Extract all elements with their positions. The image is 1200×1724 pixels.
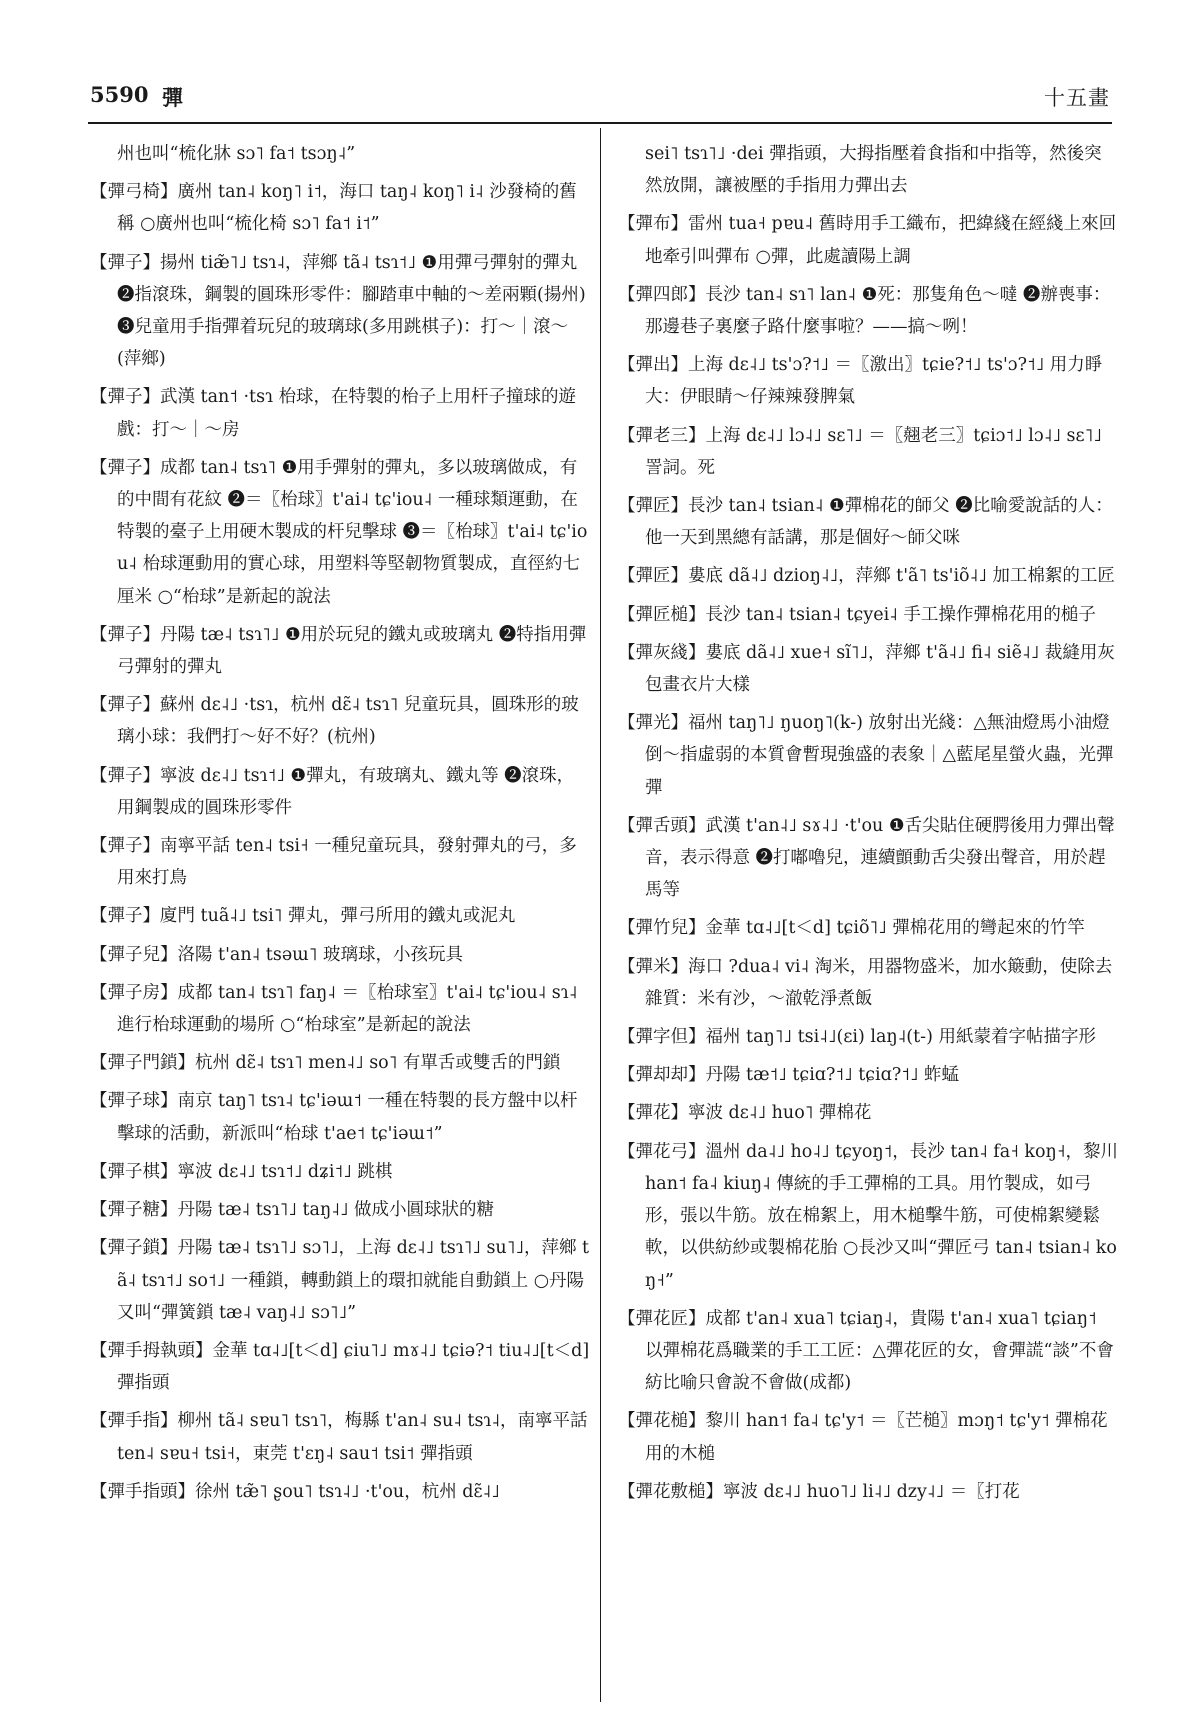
dictionary-entry: 【彈匠】長沙 tan˨ tsian˨ ❶彈棉花的師父 ❷比喻愛說話的人：他一天到黑總有話講，那是個好～師父咪: [618, 496, 1113, 549]
dictionary-entry: 【彈老三】上海 dɛ˨˩ lɔ˨˩ sɛ˥˩ ＝〖翹老三〗tɕiɔ˦˩ lɔ˨˩ sɛ˥˩ 詈詞。死: [618, 425, 1102, 478]
dictionary-entry: 【彈字但】福州 taŋ˥˩ tsi˨˩(ɛi) laŋ˨(t-) 用紙蒙着字帖描字形: [618, 1027, 1096, 1048]
dictionary-entry: 【彈舌頭】武漢 t'an˨˩ sɤ˨˩ ·t'ou ❶舌尖貼住硬腭後用力彈出聲音，表示得意 ❷打嘟嚕兒，連續顫動舌尖發出聲音，用於趕馬等: [618, 815, 1115, 901]
dictionary-entry: 【彈子鎖】丹陽 tæ˨ tsɿ˥˩ sɔ˥˩，上海 dɛ˨˩ tsɿ˥˩ su˥˩，萍鄉 tã˨ tsɿ˦˩ so˦˩ 一種鎖，轉動鎖上的環扣就能自動鎖上 ○丹陽又叫“彈簧鎖 tæ˨ vaŋ˨˩ sɔ˥˩”: [90, 1238, 590, 1323]
dictionary-entry: 【彈子棋】寧波 dɛ˨˩ tsɿ˦˩ dʑi˦˩ 跳棋: [90, 1161, 393, 1182]
dictionary-entry: 【彈花敷槌】寧波 dɛ˨˩ huo˥˩ li˨˩ dzy˨˩ ＝〖打花: [618, 1481, 1020, 1502]
left-column: [90, 138, 590, 1514]
dictionary-entry: 【彈匠】婁底 dã˨˩ dzioŋ˨˩，萍鄉 t'ã˥ ts'iõ˨˩ 加工棉絮的工匠: [618, 566, 1115, 587]
dictionary-entry: 【彈子】丹陽 tæ˨ tsɿ˥˩ ❶用於玩兒的鐵丸或玻璃丸 ❷特指用彈弓彈射的彈丸: [90, 624, 587, 678]
dictionary-entry: 【彈米】海口 ?dua˨ vi˨ 淘米，用器物盛米，加水簸動，使除去雜質：米有沙，～澈乾淨煮飯: [618, 956, 1113, 1009]
stroke-section: 十五畫: [1044, 86, 1110, 110]
dictionary-entry: 【彈匠槌】長沙 tan˨ tsian˨ tɕyei˨ 手工操作彈棉花用的槌子: [618, 604, 1096, 625]
dictionary-entry: 【彈却却】丹陽 tæ˦˩ tɕiɑ?˦˩ tɕiɑ?˦˩ 蚱蜢: [618, 1065, 960, 1086]
dictionary-entry: 【彈子】廈門 tuã˨˩ tsi˥ 彈丸，彈弓所用的鐵丸或泥丸: [90, 906, 516, 927]
dictionary-entry: 【彈子房】成都 tan˨ tsɿ˥ faŋ˨ ＝〖枱球室〗t'ai˨ tɕ'iou˨ sɿ˨ 進行枱球運動的場所 ○“枱球室”是新起的說法: [90, 982, 578, 1036]
dictionary-entry: 【彈花弓】溫州 da˨˩ ho˨˩ tɕyoŋ˦，長沙 tan˨ fa˧ koŋ˧，黎川 han˦ fa˨ kiuŋ˨ 傳統的手工彈棉的工具。用竹製成，如弓形，張以牛筋。放在棉絮上，用木槌擊牛筋，可使棉絮變鬆軟，以供紡紗或製棉花胎 ○長沙又叫“彈匠弓 tan˨ tsian˨ koŋ˧”: [618, 1141, 1118, 1291]
dictionary-entry: 【彈子】寧波 dɛ˨˩ tsɿ˦˩ ❶彈丸，有玻璃丸、鐵丸等 ❷滾珠，用鋼製成的圓珠形零件: [90, 765, 575, 818]
dictionary-entry: sei˥ tsɿ˥˩ ·dei 彈指頭，大拇指壓着食指和中指等，然後突然放開，讓被壓的手指用力彈出去: [645, 144, 1102, 197]
dictionary-entry: 【彈四郎】長沙 tan˨ sɿ˥ lan˨ ❶死：那隻角色～噠 ❷辦喪事：那邊巷子裏麼子路什麼事啦？——搞～咧！: [618, 284, 1111, 338]
dictionary-entry: 【彈子糖】丹陽 tæ˨ tsɿ˥˩ taŋ˨˩ 做成小圓球狀的糖: [90, 1200, 495, 1221]
header-rule: [88, 122, 1112, 124]
dictionary-entry: 【彈花匠】成都 t'an˨ xua˥ tɕiaŋ˨，貴陽 t'an˨ xua˥ tɕiaŋ˦ 以彈棉花爲職業的手工工匠：△彈花匠的女，會彈謊“談”不會紡比喻只會說不會做(成都): [618, 1308, 1114, 1394]
dictionary-entry: 【彈灰綫】婁底 dã˨˩ xue˧ sĩ˥˩，萍鄉 t'ã˨˩ fi˨ siẽ˨˩ 裁縫用灰包畫衣片大樣: [618, 642, 1115, 696]
page-number: 5590: [90, 82, 149, 107]
page-header: [90, 82, 1110, 116]
dictionary-entry: 【彈出】上海 dɛ˨˩ ts'ɔ?˦˩ ＝〖激出〗tɕie?˦˩ ts'ɔ?˦˩ 用力睜大：伊眼睛～仔辣辣發脾氣: [618, 355, 1103, 408]
dictionary-entry: 【彈手拇執頭】金華 tɑ˨˩[t＜d] ɕiu˥˩ mɤ˨˩ tɕiə?˦ tiu˨˩[t＜d] 彈指頭: [90, 1340, 590, 1394]
dictionary-entry: 【彈子】揚州 tiæ̃˥˩ tsɿ˨，萍鄉 tã˨ tsɿ˦˩ ❶用彈弓彈射的彈丸 ❷指滾珠，鋼製的圓珠形零件：腳踏車中軸的～差兩顆(揚州) ❸兒童用手指彈着玩兒的玻璃球(多用跳棋子)：打～｜滾～(萍鄉): [90, 252, 586, 370]
dictionary-entry: 州也叫“梳化牀 sɔ˥ fa˦ tsɔŋ˨”: [117, 144, 356, 164]
dictionary-entry: 【彈子門鎖】杭州 dɛ̃˨ tsɿ˥ men˨˩ so˥ 有單舌或雙舌的門鎖: [90, 1053, 561, 1074]
right-column: [618, 138, 1118, 1514]
dictionary-entry: 【彈子】蘇州 dɛ˨˩ ·tsɿ，杭州 dɛ̃˨ tsɿ˥ 兒童玩具，圓珠形的玻璃小球：我們打～好不好？(杭州): [90, 695, 579, 748]
dictionary-entry: 【彈光】福州 taŋ˥˩ ŋuoŋ˥(k-) 放射出光綫：△無油燈馬小油燈倒～指虛弱的本質會暫現強盛的表象｜△藍尾星螢火蟲，光彈彈: [618, 713, 1114, 798]
dictionary-entry: 【彈弓椅】廣州 tan˨ koŋ˥ i˦，海口 taŋ˨ koŋ˥ i˨ 沙發椅的舊稱 ○廣州也叫“梳化椅 sɔ˥ fa˦ i˦”: [90, 182, 577, 235]
dictionary-entry: 【彈花】寧波 dɛ˨˩ huo˥ 彈棉花: [618, 1103, 872, 1124]
dictionary-entry: 【彈子】南寧平話 ten˨ tsi˧ 一種兒童玩具，發射彈丸的弓，多用來打鳥: [90, 836, 577, 889]
dictionary-entry: 【彈花槌】黎川 han˦ fa˨ tɕ'y˦ ＝〖芒槌〗mɔŋ˦ tɕ'y˦ 彈棉花用的木槌: [618, 1411, 1108, 1464]
dictionary-entry: 【彈手指】柳州 tã˨ sɐu˥ tsɿ˥，梅縣 t'an˨ su˨ tsɿ˨，南寧平話 ten˨ sɐu˧ tsi˧，東莞 t'ɛŋ˨ sau˦ tsi˦ 彈指頭: [90, 1411, 588, 1464]
head-character: 彈: [162, 85, 183, 110]
dictionary-entry: 【彈布】雷州 tua˧ pɐu˨ 舊時用手工織布，把緯綫在經綫上來回地牽引叫彈布 ○彈，此處讀陽上調: [618, 214, 1117, 267]
dictionary-entry: 【彈子】武漢 tan˦ ·tsɿ 枱球，在特製的枱子上用杆子撞球的遊戲：打～｜～房: [90, 387, 577, 440]
dictionary-entry: 【彈子】成都 tan˨ tsɿ˥ ❶用手彈射的彈丸，多以玻璃做成，有的中間有花紋 ❷＝〖枱球〗t'ai˨ tɕ'iou˨ 一種球類運動，在特製的臺子上用硬木製成的杆兒擊球 ❸＝〖枱球〗t'ai˨ tɕ'iou˨ 枱球運動用的實心球，用塑料等堅韌物質製成，直徑約七厘米 ○“枱球”是新起的說法: [90, 457, 588, 607]
dictionary-entry: 【彈子球】南京 taŋ˥ tsɿ˨ tɕ'iəɯ˦ 一種在特製的長方盤中以杆擊球的活動，新派叫“枱球 t'ae˦ tɕ'iəɯ˦”: [90, 1091, 578, 1144]
dictionary-entry: 【彈竹兒】金華 tɑ˨˩[t＜d] tɕiõ˥˩ 彈棉花用的彎起來的竹竿: [618, 918, 1085, 939]
dictionary-entry: 【彈手指頭】徐州 tæ̃˥ ʂou˥ tsɿ˨˩ ·t'ou，杭州 dɛ̃˨˩: [90, 1481, 500, 1502]
dictionary-entry: 【彈子兒】洛陽 t'an˨ tsəɯ˥ 玻璃球，小孩玩具: [90, 944, 463, 965]
column-divider: [600, 128, 601, 1702]
